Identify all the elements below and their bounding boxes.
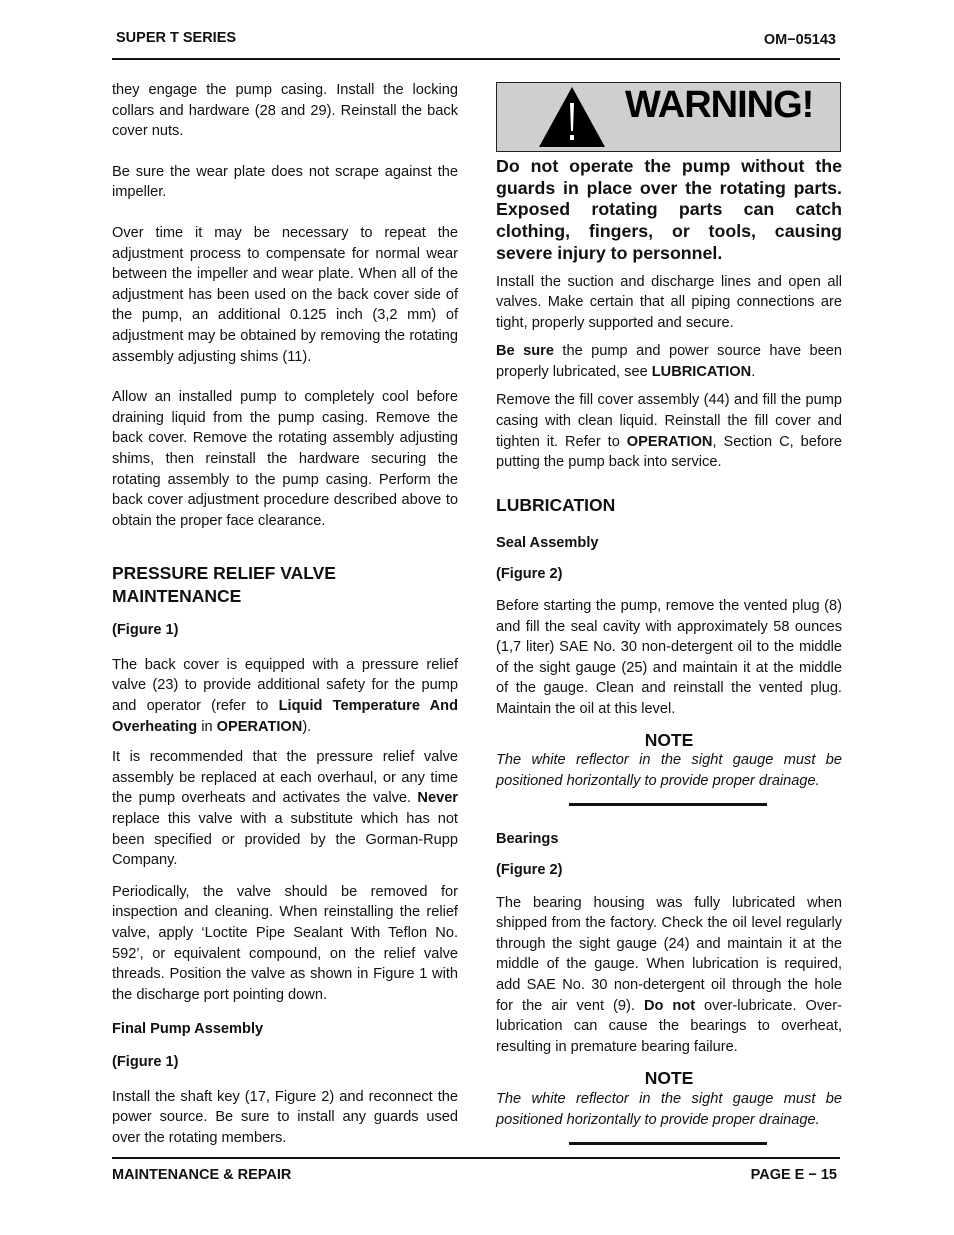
warning-triangle-icon	[537, 85, 607, 149]
paragraph: Allow an installed pump to completely cool before draining liquid from the pump casing. Remove the back cover. Remove the rotating assembly adjusting shims, then reinstall the hardware securing the rotating assembly to the pump casing. Perform the back cover adjustment procedure described above to obtain the proper face clearance.	[112, 389, 458, 529]
paragraph: Over time it may be necessary to repeat the adjustment process to compensate for normal wear between the impeller and wear plate. When all of the adjustment has been used on the back cover side of the pump, an additional 0.125 inch (3,2 mm) of adjustment may be obtained by removing the rotating assembly adjusting shims (11).	[112, 224, 458, 365]
figure-ref: (Figure 1)	[112, 1053, 179, 1070]
figure-ref: (Figure 2)	[496, 566, 563, 583]
section-name: MAINTENANCE & REPAIR	[112, 1167, 292, 1183]
right-column	[496, 82, 842, 1145]
paragraph: Be sure the pump and power source have been properly lubricated, see LUBRICATION.	[496, 343, 842, 380]
subsection-heading: Bearings	[496, 831, 559, 848]
note-text: The white reflector in the sight gauge must be positioned horizontally to provide proper drainage.	[496, 1090, 842, 1128]
paragraph: Be sure the wear plate does not scrape against the impeller.	[112, 163, 458, 201]
page-footer	[112, 1157, 840, 1189]
page-number: PAGE E − 15	[750, 1167, 837, 1183]
warning-banner	[496, 82, 841, 152]
paragraph: Install the shaft key (17, Figure 2) and reconnect the power source. Be sure to install any guards used over the rotating members.	[112, 1088, 458, 1146]
section-heading: LUBRICATION	[496, 494, 616, 515]
paragraph: The back cover is equipped with a pressure relief valve (23) to provide additional safety for the pump and operator (refer to Liquid Temperature And Overheating in OPERATION).	[112, 656, 458, 735]
series-title: SUPER T SERIES	[116, 30, 237, 46]
paragraph: they engage the pump casing. Install the locking collars and hardware (28 and 29). Reinstall the back cover nuts.	[112, 82, 458, 140]
paragraph: Remove the fill cover assembly (44) and fill the pump casing with clean liquid. Reinstall the fill cover and tighten it. Refer to OPERATION, Section C, before putting the pump back into service.	[496, 392, 842, 471]
paragraph: Install the suction and discharge lines and open all valves. Make certain that all piping connections are tight, properly supported and secure.	[496, 273, 842, 331]
subsection-heading: Final Pump Assembly	[112, 1021, 264, 1038]
note-divider	[569, 1142, 767, 1145]
paragraph: Before starting the pump, remove the vented plug (8) and fill the seal cavity with approximately 58 ounces (1,7 liter) SAE No. 30 non-detergent oil to the middle of the sight gauge (25) and maintain it at the middle of the gauge. Clean and reinstall the vented plug. Maintain the oil at this level.	[496, 598, 842, 718]
paragraph: The bearing housing was fully lubricated when shipped from the factory. Check the oil level regularly through the sight gauge (24) and maintain it at the middle of the gauge. When lubrication is required, add SAE No. 30 non-detergent oil through the hole for the air vent (9). Do not over-lubricate. Over-lubrication can cause the bearings to overheat, resulting in premature bearing failure.	[496, 894, 842, 1055]
warning-text: Do not operate the pump without the guards in place over the rotating parts. Exposed rotating parts can catch clothing, fingers, or tools, causing severe injury to personnel.	[496, 156, 842, 263]
figure-ref: (Figure 2)	[496, 861, 563, 878]
note-heading: NOTE	[644, 1068, 694, 1089]
figure-ref: (Figure 1)	[112, 622, 179, 639]
note-heading: NOTE	[644, 729, 694, 750]
paragraph: Periodically, the valve should be removed for inspection and cleaning. When reinstalling the relief valve, apply ‘Loctite Pipe Sealant With Teflon No. 592’, or equivalent compound, on the relief valve threads. Position the valve as shown in Figure 1 with the discharge port pointing down.	[112, 883, 458, 1003]
warning-label: WARNING!	[625, 84, 814, 126]
left-column	[112, 80, 458, 1148]
section-heading: PRESSURE RELIEF VALVE MAINTENANCE	[112, 563, 336, 607]
subsection-heading: Seal Assembly	[496, 534, 599, 551]
note-divider	[569, 803, 767, 806]
page-header	[112, 30, 840, 60]
document-number: OM−05143	[763, 32, 836, 48]
note-text: The white reflector in the sight gauge must be positioned horizontally to provide proper drainage.	[496, 752, 842, 789]
paragraph: It is recommended that the pressure relief valve assembly be replaced at each overhaul, or any time the pump overheats and activates the valve. Never replace this valve with a substitute which has not been specified or provided by the Gorman-Rupp Company.	[112, 749, 458, 869]
